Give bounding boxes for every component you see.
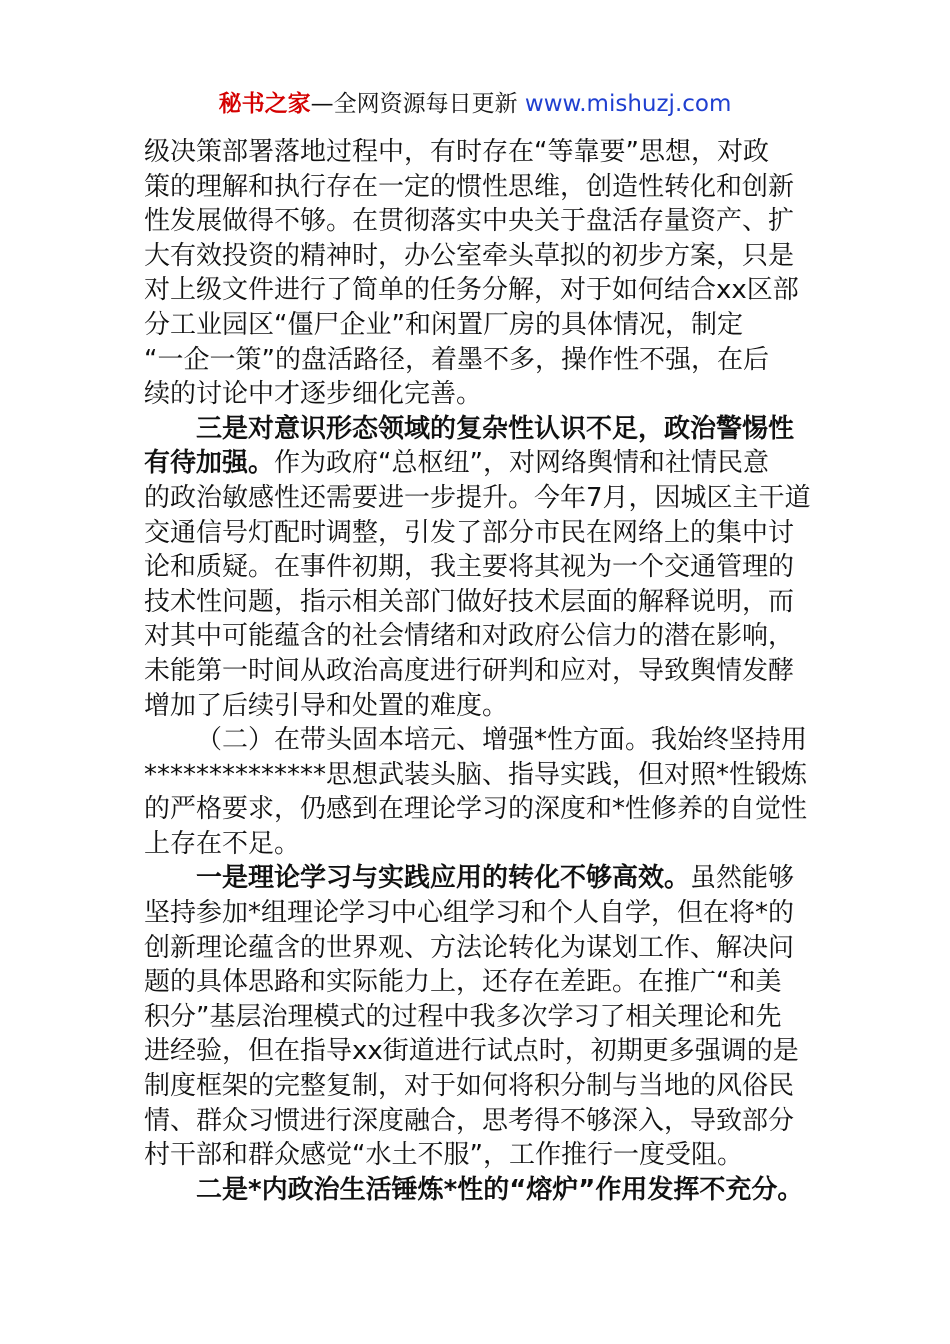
- body-text: 进经验，但在指导xx街道进行试点时，初期更多强调的是: [144, 1036, 799, 1067]
- text-line: [144, 412, 808, 447]
- bold-heading-text: 三是对意识形态领域的复杂性认识不足，政治警惕性: [196, 413, 795, 444]
- body-text: 级决策部署落地过程中，有时存在“等靠要”思想，对政: [144, 137, 769, 167]
- body-text: **************思想武装头脑、指导实践，但对照*性锻炼: [144, 759, 808, 790]
- text-line: [144, 239, 808, 274]
- body-text: 情、群众习惯进行深度融合，思考得不够深入，导致部分: [144, 1105, 795, 1136]
- text-line: [144, 1138, 808, 1173]
- text-line: [144, 965, 808, 1000]
- text-line: [144, 273, 808, 308]
- document-body: [144, 135, 811, 1207]
- text-line: [144, 827, 808, 862]
- body-text: 作为政府“总枢纽”，对网络舆情和社情民意: [274, 448, 769, 479]
- banner-slogan: 全网资源每日更新: [333, 91, 518, 117]
- body-text: 制度框架的完整复制，对于如何将积分制与当地的风俗民: [144, 1071, 795, 1102]
- text-line: [144, 135, 808, 170]
- body-text: “一企一策”的盘活路径，着墨不多，操作性不强，在后: [144, 344, 769, 375]
- body-text: 村干部和群众感觉“水土不服”，工作推行一度受阻。: [144, 1140, 743, 1171]
- body-text: 的严格要求，仍感到在理论学习的深度和*性修养的自觉性: [144, 794, 808, 825]
- body-text: 分工业园区“僵尸企业”和闲置厂房的具体情况，制定: [144, 309, 743, 340]
- body-text: 积分”基层治理模式的过程中我多次学习了相关理论和先: [144, 1001, 782, 1032]
- text-line: [144, 446, 808, 481]
- text-line: [144, 1104, 808, 1139]
- body-text: 虽然能够: [690, 863, 795, 894]
- text-line: [144, 343, 808, 378]
- bold-heading-text: 一是理论学习与实践应用的转化不够高效。: [196, 863, 691, 894]
- text-line: [144, 516, 808, 551]
- text-line: [144, 931, 808, 966]
- body-text: 大有效投资的精神时，办公室牵头草拟的初步方案，只是: [144, 240, 795, 271]
- body-text: 创新理论蕴含的世界观、方法论转化为谋划工作、解决问: [144, 932, 795, 963]
- body-text: 增加了后续引导和处置的难度。: [144, 690, 509, 721]
- text-line: [144, 170, 808, 205]
- text-line: [144, 585, 808, 620]
- body-text: 策的理解和执行存在一定的惯性思维，创造性转化和创新: [144, 171, 795, 202]
- body-text: 对其中可能蕴含的社会情绪和对政府公信力的潜在影响，: [144, 621, 795, 652]
- text-line: [144, 1173, 808, 1208]
- body-text: 上存在不足。: [144, 828, 301, 859]
- text-line: [144, 758, 808, 793]
- text-line: [144, 481, 811, 516]
- body-text: 续的讨论中才逐步细化完善。: [144, 379, 483, 410]
- text-line: [144, 308, 808, 343]
- text-line: [144, 896, 808, 931]
- text-line: [144, 689, 808, 724]
- text-line: [144, 377, 808, 412]
- text-line: [144, 792, 808, 827]
- bold-heading-text: 有待加强。: [144, 448, 275, 479]
- body-text: 对上级文件进行了简单的任务分解，对于如何结合xx区部: [144, 275, 799, 306]
- body-text: 交通信号灯配时调整，引发了部分市民在网络上的集中讨: [144, 517, 795, 548]
- text-line: [144, 619, 808, 654]
- body-text: （二）在带头固本培元、增强*性方面。我始终坚持用: [196, 725, 808, 756]
- text-line: [144, 1000, 808, 1035]
- text-line: [144, 723, 808, 758]
- body-text: 性发展做得不够。在贯彻落实中央关于盘活存量资产、扩: [144, 206, 795, 237]
- bold-heading-text: 二是*内政治生活锤炼*性的“熔炉”作用发挥不充分。: [196, 1174, 804, 1205]
- text-line: [144, 654, 808, 689]
- body-text: 坚持参加*组理论学习中心组学习和个人自学，但在将*的: [144, 898, 795, 929]
- body-text: 技术性问题，指示相关部门做好技术层面的解释说明，而: [144, 586, 795, 617]
- text-line: [144, 204, 808, 239]
- site-url-link[interactable]: www.mishuzj.com: [524, 91, 732, 117]
- text-line: [144, 1034, 808, 1069]
- banner-dash: —: [310, 91, 334, 117]
- body-text: 未能第一时间从政治高度进行研判和应对，导致舆情发酵: [144, 655, 795, 686]
- brand-name: 秘书之家: [218, 91, 311, 117]
- site-banner: [0, 88, 950, 120]
- body-text: 的政治敏感性还需要进一步提升。今年7月，因城区主干道: [144, 482, 811, 513]
- text-line: [144, 861, 808, 896]
- text-line: [144, 550, 808, 585]
- body-text: 论和质疑。在事件初期，我主要将其视为一个交通管理的: [144, 552, 795, 583]
- text-line: [144, 1069, 808, 1104]
- body-text: 题的具体思路和实际能力上，还存在差距。在推广“和美: [144, 967, 782, 998]
